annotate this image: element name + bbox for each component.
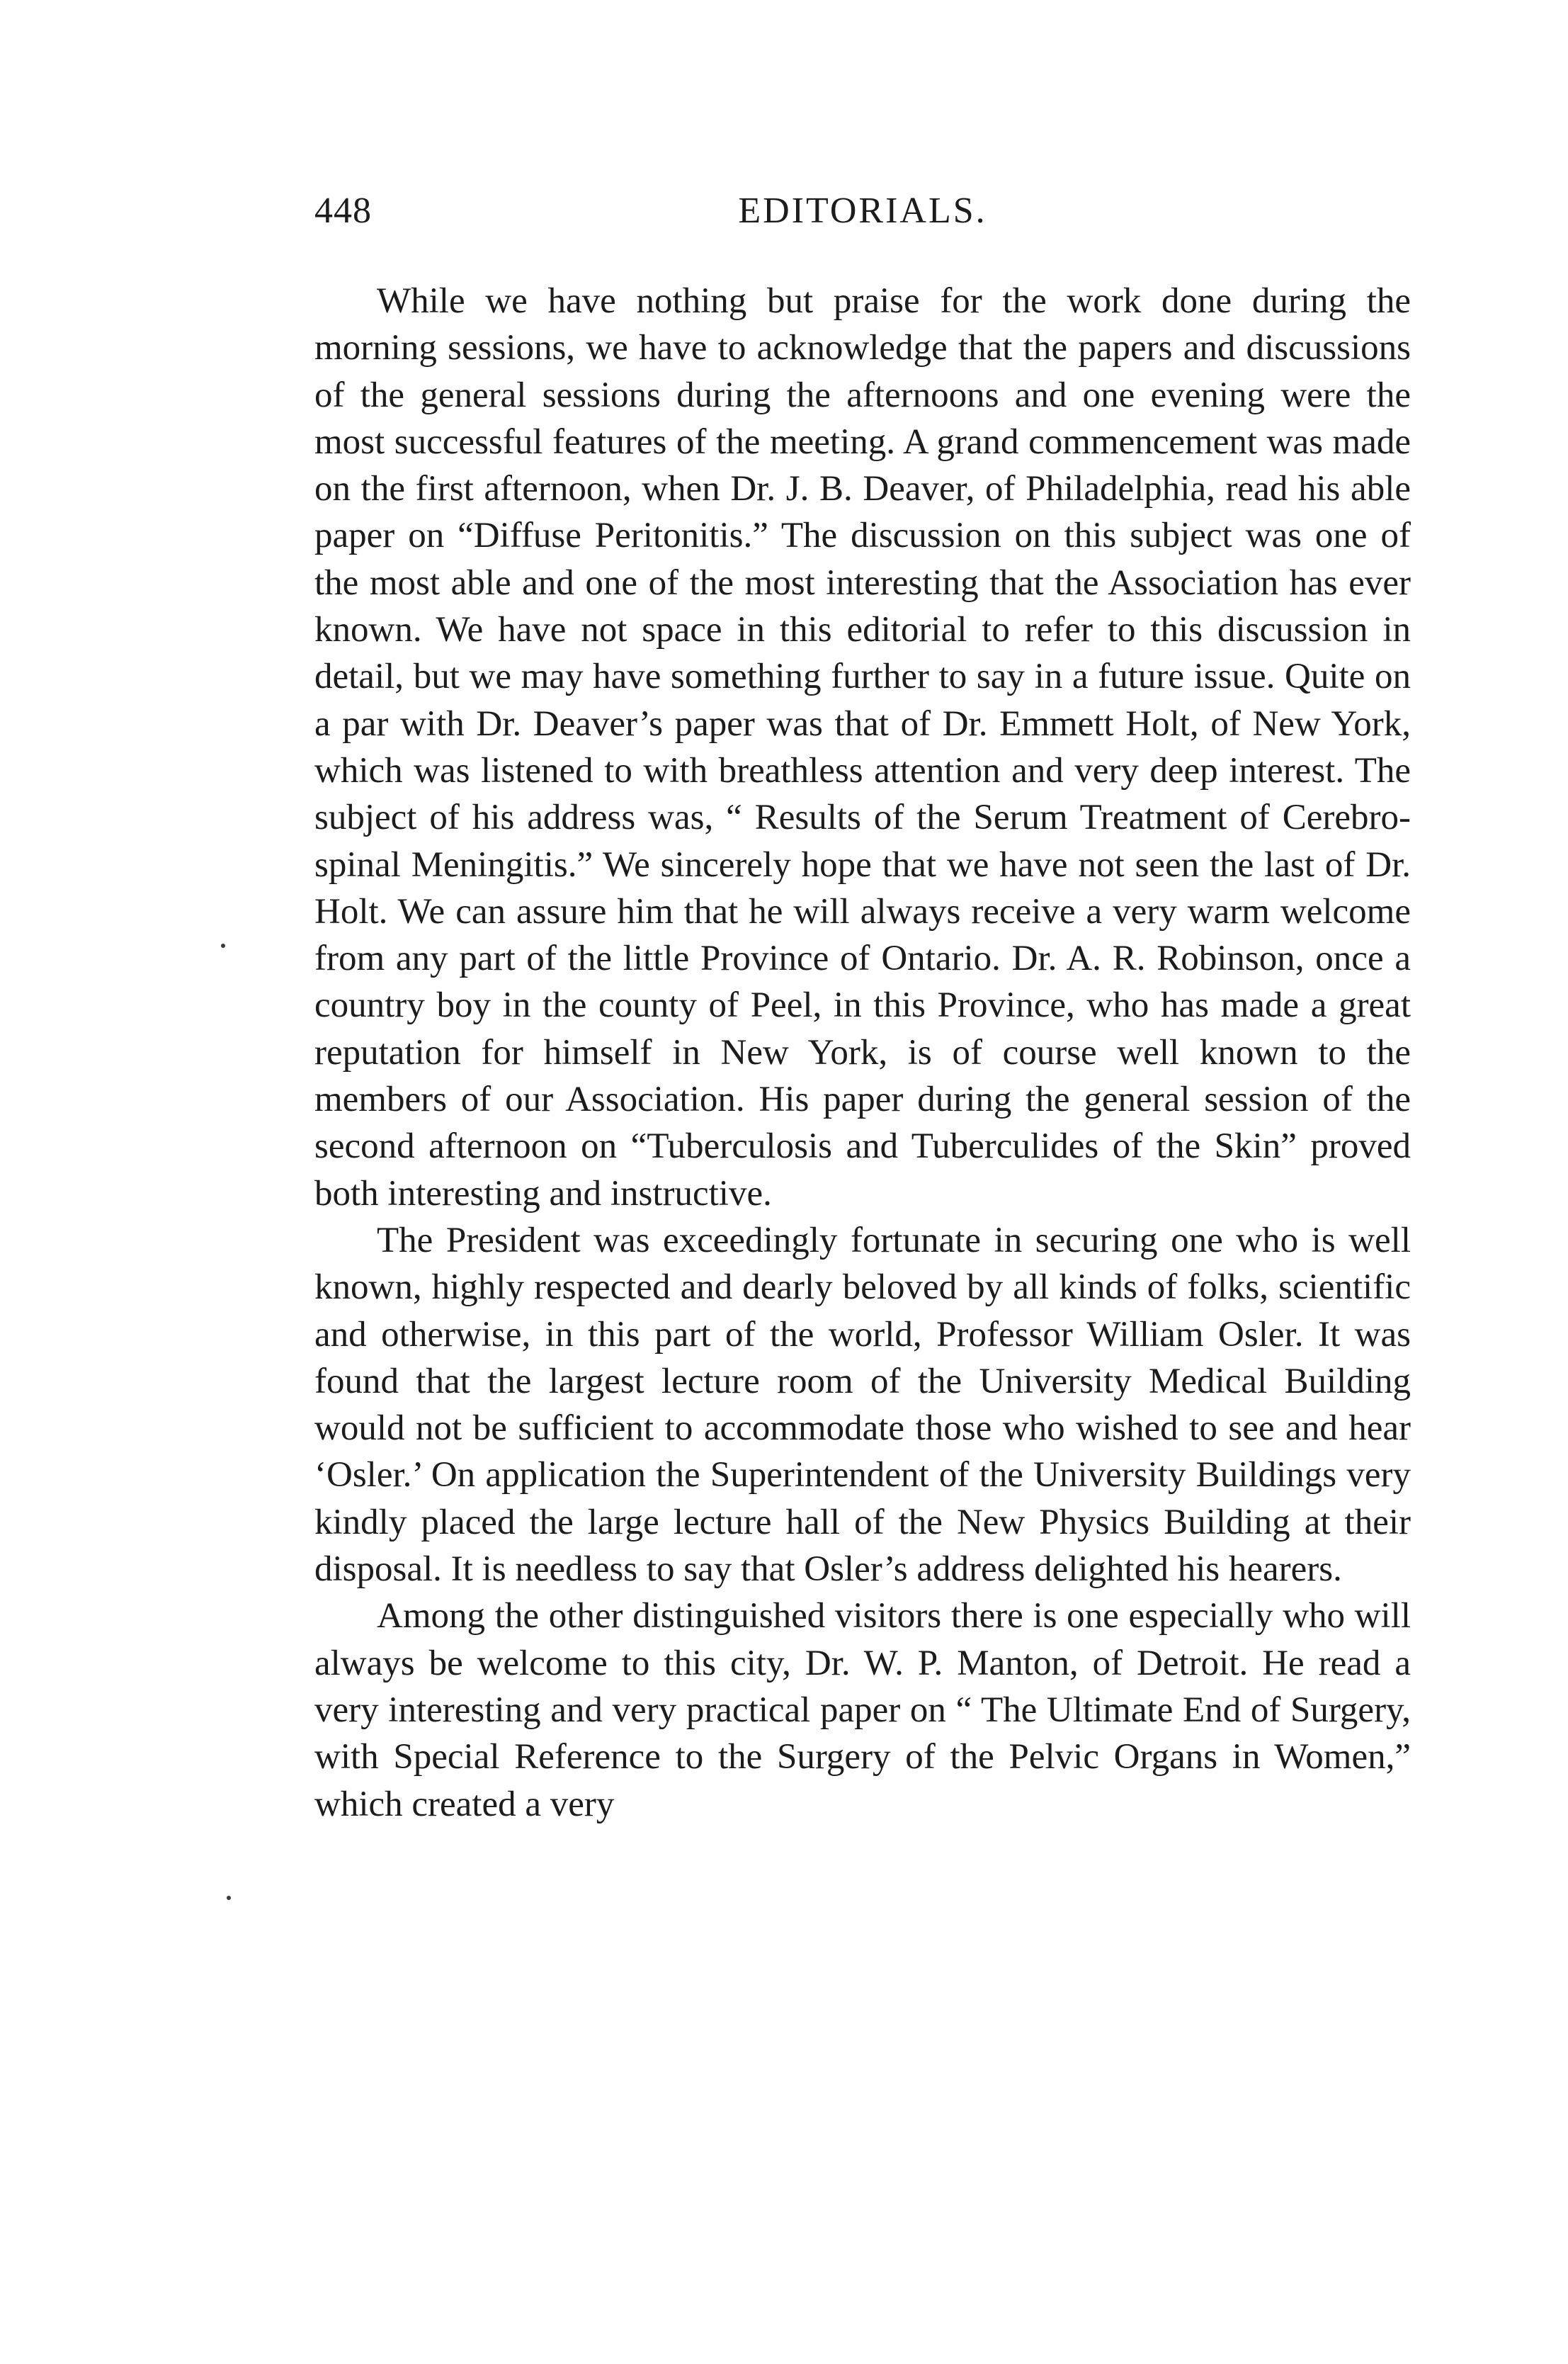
paragraph-manton-paper: Among the other distinguished visitors there is one especially who will always be welcome to this city, Dr. W. P. Manton, of Detroit. He read a very interesting and very practical paper on “ The Ultimate End of Surgery, with Special Reference to the Surgery of the Pelvic Organs in Women,” which created a very — [314, 1596, 1411, 1824]
margin-speck — [221, 944, 225, 948]
running-head — [314, 190, 1411, 254]
editorial-body — [314, 278, 1411, 1828]
paragraph-visiting-speakers: While we have nothing but praise for the work done during the morning sessions, we have to acknowledge that the papers and discussions of the general sessions during the afternoons and one evening were the most successful features of the meeting. A grand commencement was made on the first afternoon, when Dr. J. B. Deaver, of Philadelphia, read his able paper on “Diffuse Peritonitis.” The discussion on this subject was one of the most able and one of the most interesting that the Association has ever known. We have not space in this editorial to refer to this discussion in detail, but we may have something further to say in a future issue. Quite on a par with Dr. Deaver’s paper was that of Dr. Emmett Holt, of New York, which was listened to with breathless attention and very deep interest. The subject of his address was, “ Results of the Serum Treatment of Cerebro-spinal Meningitis.” We sincerely hope that we have not seen the last of Dr. Holt. We can assure him that he will always receive a very warm welcome from any part of the little Province of Ontario. Dr. A. R. Robinson, once a country boy in the county of Peel, in this Province, who has made a great reputation for himself in New York, is of course well known to the members of our Association. His paper during the general session of the second afternoon on “Tuberculosis and Tuberculides of the Skin” proved both interesting and instructive. — [314, 281, 1411, 1214]
section-title: EDITORIALS. — [738, 191, 987, 231]
margin-speck — [227, 1896, 231, 1900]
page-number: 448 — [314, 191, 372, 231]
paragraph-osler-address: The President was exceedingly fortunate in securing one who is well known, highly respected and dearly beloved by all kinds of folks, scientific and otherwise, in this part of the world, Professor William Osler. It was found that the largest lecture room of the University Medical Building would not be sufficient to accommodate those who wished to see and hear ‘Osler.’ On application the Superintendent of the University Buildings very kindly placed the large lecture hall of the New Physics Building at their disposal. It is needless to say that Osler’s address delighted his hearers. — [314, 1220, 1411, 1590]
